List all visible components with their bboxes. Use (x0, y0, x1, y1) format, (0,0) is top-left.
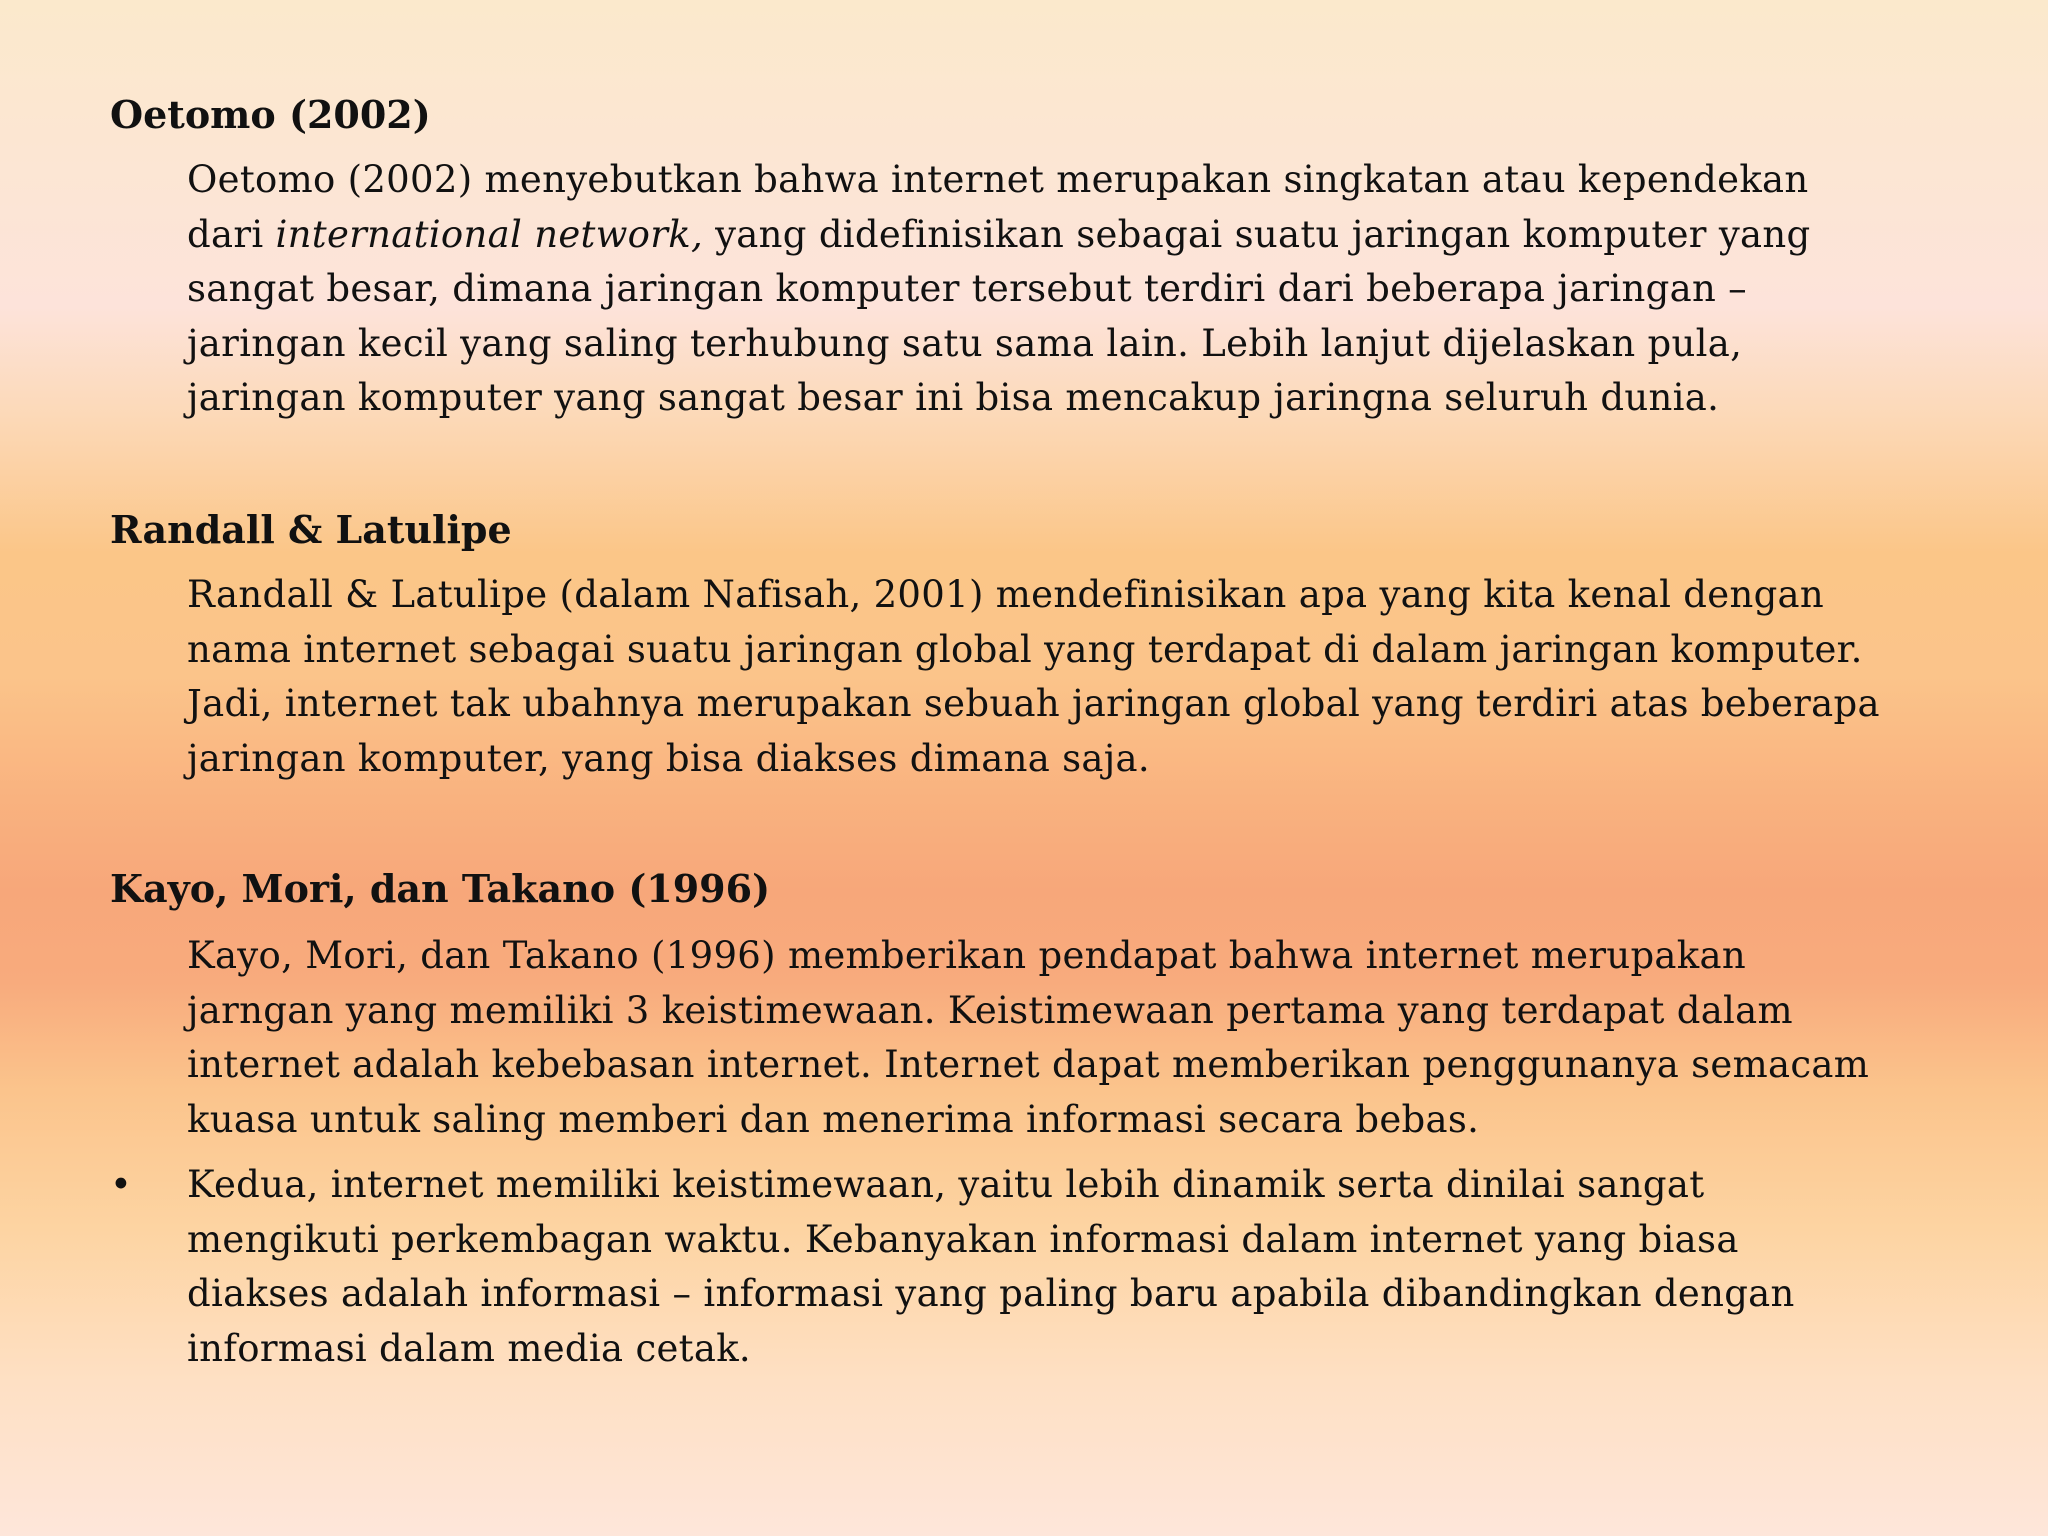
section-heading-oetomo: Oetomo (2002) (110, 92, 431, 137)
italic-term: international network, (275, 212, 704, 256)
text-line: Oetomo (2002) menyebutkan bahwa internet merupakan singkatan atau kependekan (187, 158, 1809, 201)
text-line: jarngan yang memiliki 3 keistimewaan. Keistimewaan pertama yang terdapat dalam (187, 988, 1793, 1032)
section-heading-kayo: Kayo, Mori, dan Takano (1996) (110, 866, 771, 911)
text-line: diakses adalah informasi – informasi yang paling baru apabila dibandingkan dengan (187, 1272, 1795, 1315)
text-line: jaringan komputer yang sangat besar ini bisa mencakup jaringna seluruh dunia. (187, 376, 1720, 419)
text-line: jaringan kecil yang saling terhubung satu sama lain. Lebih lanjut dijelaskan pula, (187, 321, 1743, 365)
text-line: kuasa untuk saling memberi dan menerima informasi secara bebas. (187, 1097, 1480, 1141)
section-heading-randall: Randall & Latulipe (110, 507, 512, 552)
text-line (187, 208, 1907, 263)
text-run: dari (187, 212, 276, 256)
text-line: Jadi, internet tak ubahnya merupakan sebuah jaringan global yang terdiri atas beberapa (187, 682, 1880, 725)
text-line: sangat besar, dimana jaringan komputer tersebut terdiri dari beberapa jaringan – (187, 267, 1747, 310)
text-line: jaringan komputer, yang bisa diakses dimana saja. (187, 736, 1150, 780)
text-line: nama internet sebagai suatu jaringan global yang terdapat di dalam jaringan komputer. (187, 627, 1863, 671)
text-run: yang didefinisikan sebagai suatu jaringan komputer yang (703, 212, 1811, 256)
section-body-kayo (187, 929, 1907, 1147)
text-line: Kedua, internet memiliki keistimewaan, yaitu lebih dinamik serta dinilai sangat (187, 1163, 1705, 1206)
text-line: Randall & Latulipe (dalam Nafisah, 2001) mendefinisikan apa yang kita kenal dengan (187, 573, 1825, 616)
bullet-marker: • (110, 1163, 132, 1206)
text-line: informasi dalam media cetak. (187, 1326, 751, 1370)
text-line: mengikuti perkembagan waktu. Kebanyakan informasi dalam internet yang biasa (187, 1217, 1739, 1261)
section-body-randall (187, 568, 1907, 786)
text-line: internet adalah kebebasan internet. Internet dapat memberikan penggunanya semacam (187, 1043, 1870, 1086)
section-body-oetomo (187, 153, 1907, 426)
bullet-item-kedua (187, 1158, 1907, 1376)
text-line: Kayo, Mori, dan Takano (1996) memberikan pendapat bahwa internet merupakan (187, 934, 1746, 977)
